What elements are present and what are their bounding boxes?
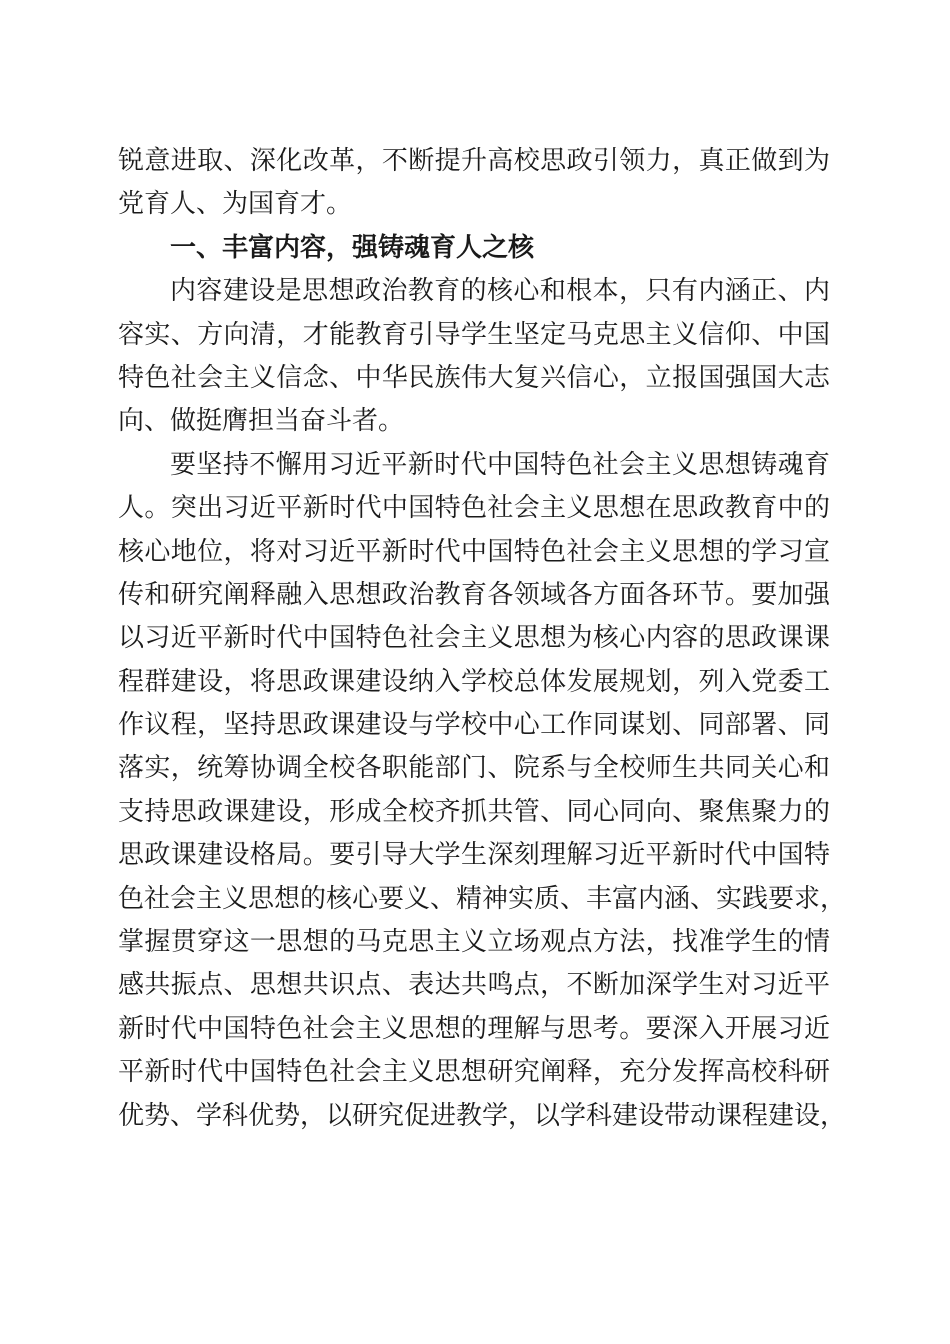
text-line: 落实，统筹协调全校各职能部门、院系与全校师生共同关心和: [118, 753, 830, 784]
text-line: 感共振点、思想共识点、表达共鸣点，不断加深学生对习近平: [118, 970, 830, 1001]
document-page: [118, 140, 847, 1138]
text-line: 党育人、为国育才。: [118, 189, 353, 220]
text-line: 程群建设，将思政课建设纳入学校总体发展规划，列入党委工: [118, 666, 830, 697]
section-heading: 一、丰富内容，强铸魂育人之核: [170, 232, 535, 263]
text-line: 以习近平新时代中国特色社会主义思想为核心内容的思政课课: [118, 623, 830, 654]
text-line: 优势、学科优势，以研究促进教学，以学科建设带动课程建设，: [118, 1100, 847, 1131]
text-line: 核心地位，将对习近平新时代中国特色社会主义思想的学习宣: [118, 536, 830, 567]
text-line: 平新时代中国特色社会主义思想研究阐释，充分发挥高校科研: [118, 1057, 830, 1088]
text-line: 新时代中国特色社会主义思想的理解与思考。要深入开展习近: [118, 1013, 830, 1044]
text-line: 人。突出习近平新时代中国特色社会主义思想在思政教育中的: [118, 493, 830, 524]
text-line: 支持思政课建设，形成全校齐抓共管、同心同向、聚焦聚力的: [118, 796, 830, 827]
text-line: 思政课建设格局。要引导大学生深刻理解习近平新时代中国特: [118, 840, 830, 871]
text-line: 掌握贯穿这一思想的马克思主义立场观点方法，找准学生的情: [118, 927, 830, 958]
text-line: 向、做挺膺担当奋斗者。: [118, 406, 405, 437]
text-line: 锐意进取、深化改革，不断提升高校思政引领力，真正做到为: [118, 146, 830, 176]
text-line: 要坚持不懈用习近平新时代中国特色社会主义思想铸魂育: [170, 449, 830, 480]
text-line: 特色社会主义信念、中华民族伟大复兴信心，立报国强国大志: [118, 362, 830, 393]
text-line: 传和研究阐释融入思想政治教育各领域各方面各环节。要加强: [118, 579, 830, 610]
text-line: 内容建设是思想政治教育的核心和根本，只有内涵正、内: [170, 276, 830, 307]
text-line: 作议程，坚持思政课建设与学校中心工作同谋划、同部署、同: [118, 710, 830, 741]
text-line: 容实、方向清，才能教育引导学生坚定马克思主义信仰、中国: [118, 319, 830, 350]
text-line: 色社会主义思想的核心要义、精神实质、丰富内涵、实践要求，: [118, 883, 847, 914]
